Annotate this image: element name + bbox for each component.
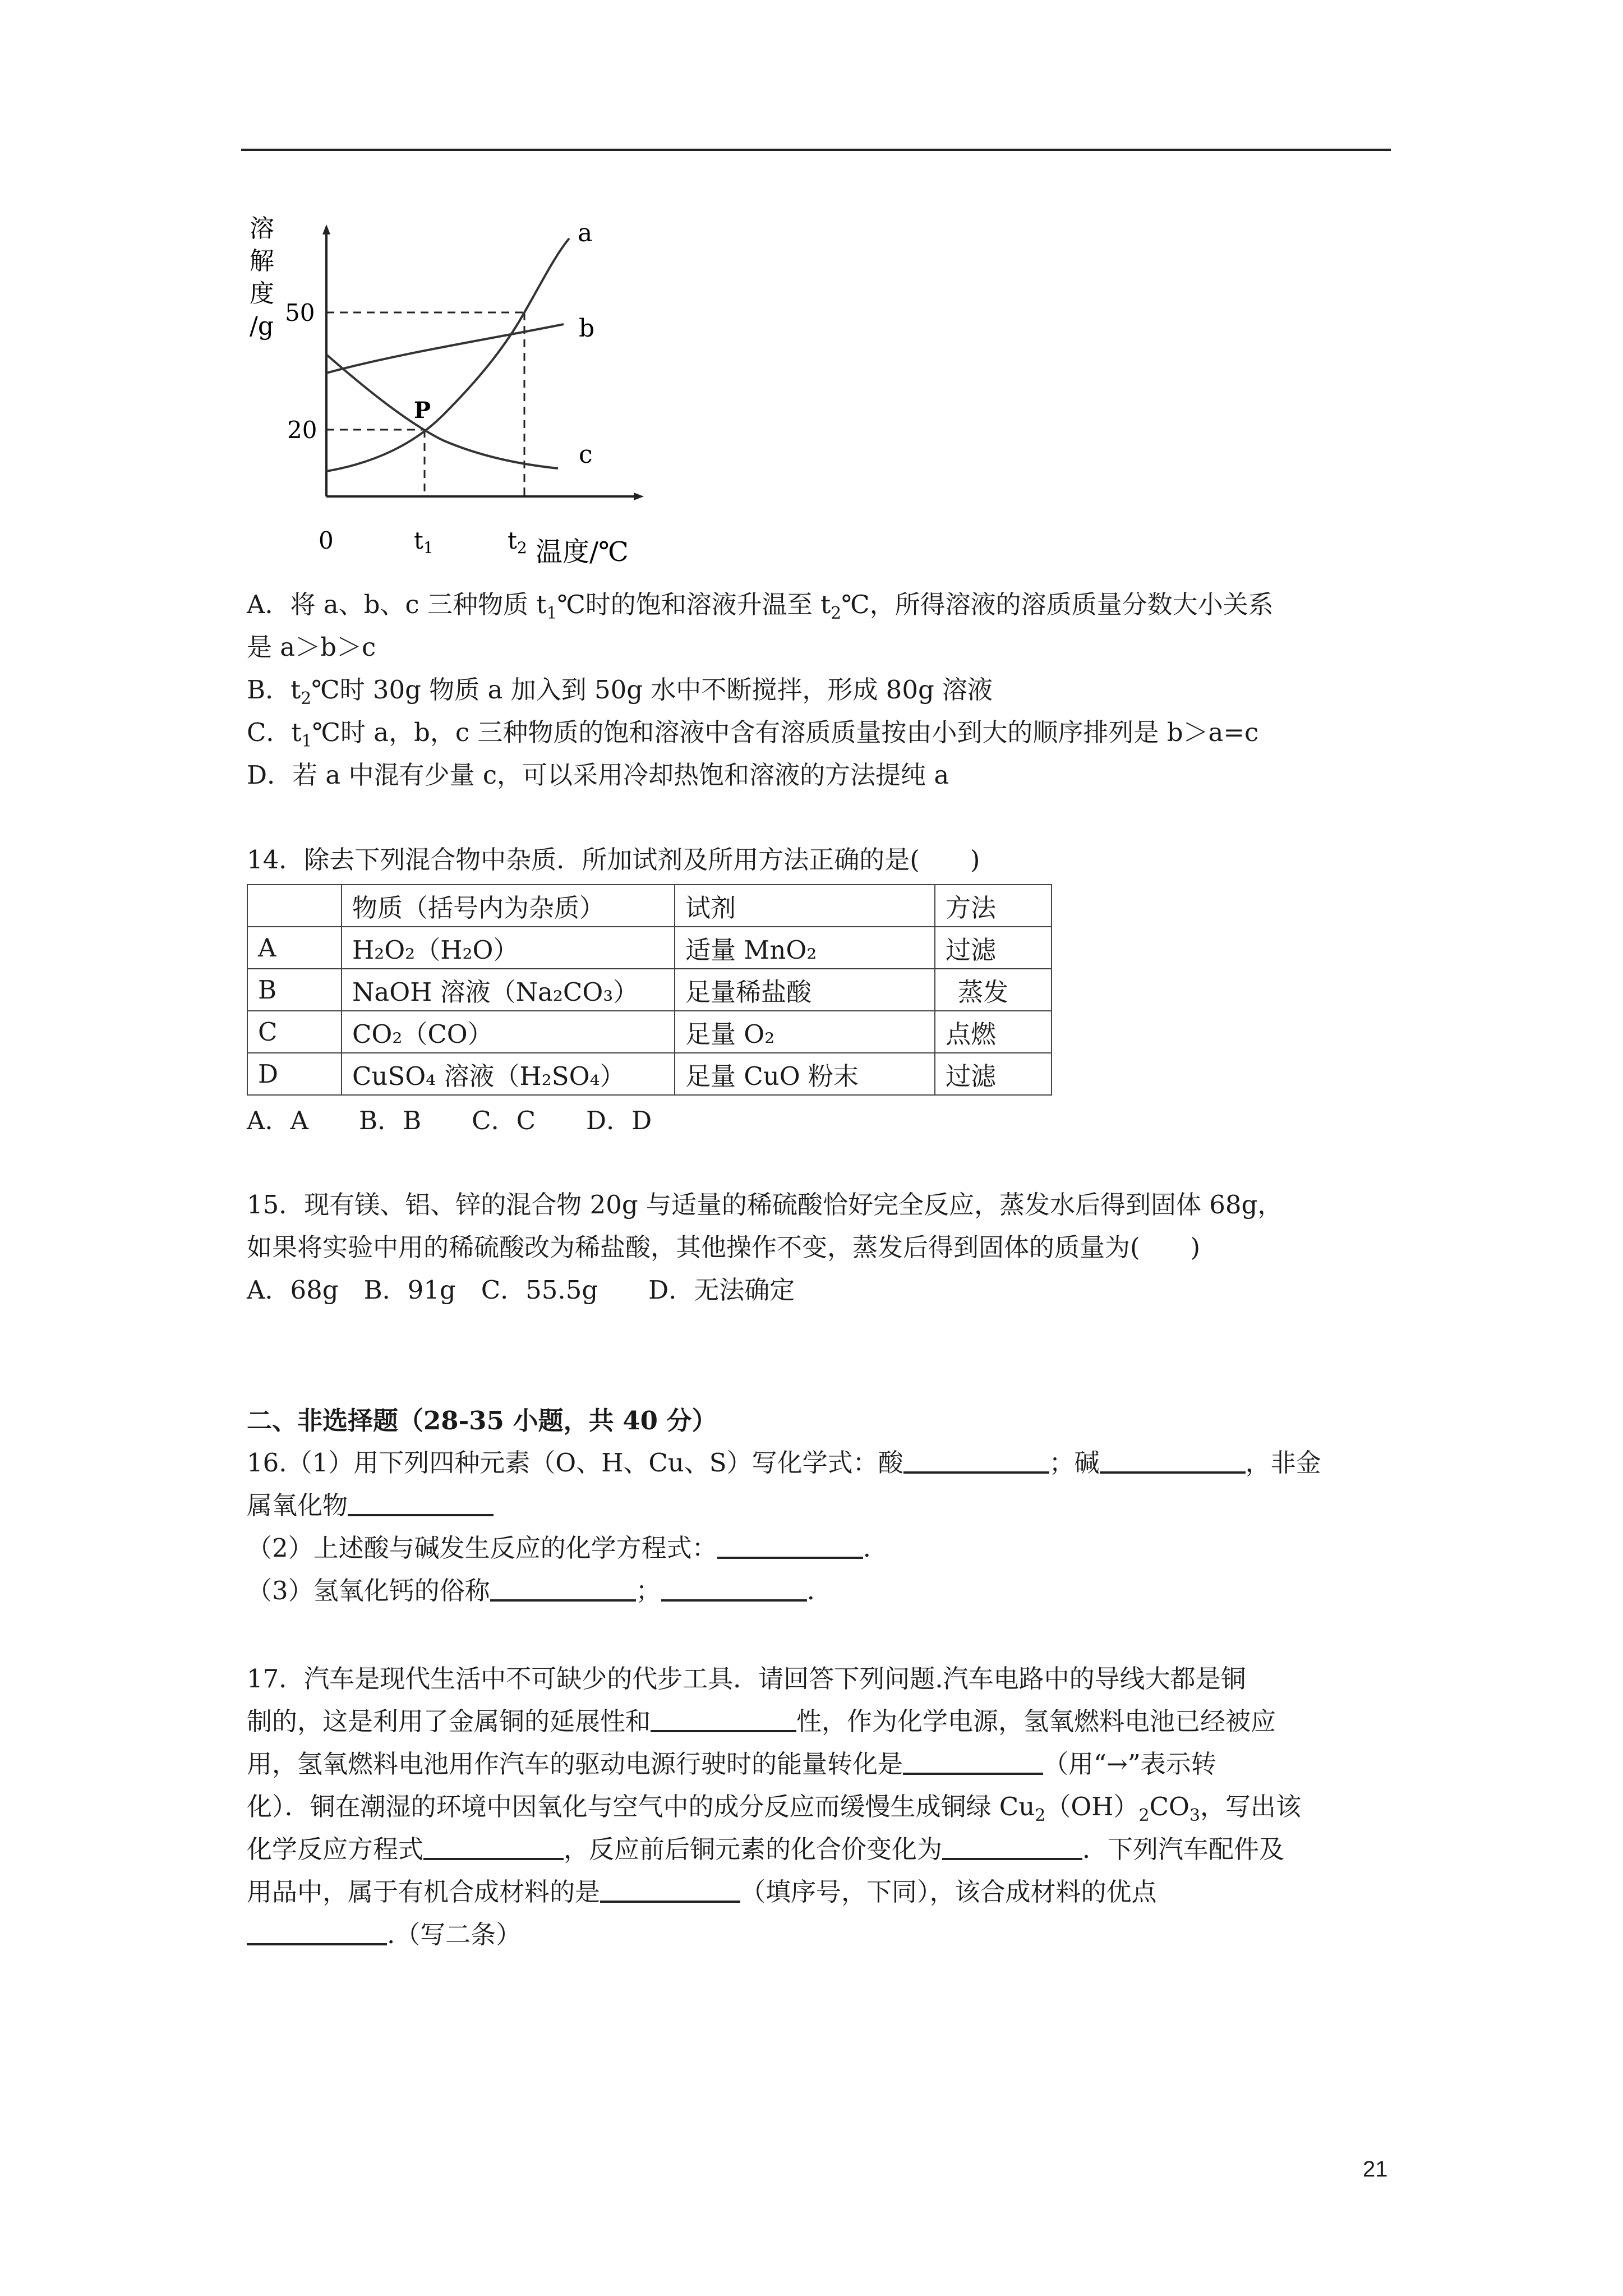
x-axis-label: 温度/℃	[536, 536, 629, 568]
q14-table	[247, 884, 1052, 1096]
table-row	[247, 927, 1052, 969]
curve-a	[326, 238, 569, 471]
point-p-label: P	[414, 397, 431, 424]
table-cell: 足量 O₂	[675, 1011, 935, 1053]
q15-options: A．68g B．91g C．55.5g D．无法确定	[247, 1275, 795, 1305]
answer-blank[interactable]	[717, 1532, 863, 1559]
answer-blank[interactable]	[903, 1748, 1043, 1775]
answer-blank[interactable]	[651, 1705, 796, 1732]
table-cell: 过滤	[935, 927, 1052, 969]
q16-line3: （2）上述酸与碱发生反应的化学方程式： .	[247, 1533, 871, 1563]
q17-line3: 用，氢氧燃料电池用作汽车的驱动电源行驶时的能量转化是 （用“→”表示转	[247, 1749, 1216, 1779]
section2	[247, 1400, 717, 1442]
q17-line2: 制的，这是利用了金属铜的延展性和 性，作为化学电源，氢氧燃料电池已经被应	[247, 1706, 1276, 1736]
q14-options-text: A．A B．B C．C D．D	[247, 1106, 652, 1135]
page-number: 21	[1363, 2157, 1388, 2182]
series-label-b: b	[579, 314, 595, 343]
q15-line1: 15．现有镁、铝、锌的混合物 20g 与适量的稀硫酸恰好完全反应，蒸发水后得到固体 68g，	[247, 1190, 1283, 1220]
y-tick-20: 20	[287, 416, 317, 444]
q16	[247, 1442, 1321, 1612]
answer-blank[interactable]	[490, 1575, 636, 1602]
q17-line7: .（写二条）	[247, 1913, 1301, 1956]
table-row	[247, 1053, 1052, 1095]
q17-line4: 化）．铜在潮湿的环境中因氧化与空气中的成分反应而缓慢生成铜绿 $Cu_2(OH)_2CO_3$，写出该	[247, 1792, 1301, 1825]
q15-line2: 如果将实验中用的稀硫酸改为稀盐酸，其他操作不变，蒸发后得到固体的质量为( )	[247, 1232, 1201, 1262]
y-label-char-3: 度	[250, 279, 274, 308]
q16-line4: （3）氢氧化钙的俗称 ； .	[247, 1576, 815, 1605]
answer-blank[interactable]	[423, 1833, 564, 1860]
q13-option-d: D．若 a 中混有少量 c，可以采用冷却热饱和溶液的方法提纯 a	[247, 760, 949, 790]
q13-option-c: C．$t_1℃$时 a，b，c 三种物质的饱和溶液中含有溶质质量按由小到大的顺序排列是 b＞a=c	[247, 717, 1259, 751]
curve-c	[326, 355, 558, 468]
table-header-cell: 试剂	[675, 885, 935, 927]
q14-stem	[247, 839, 980, 881]
table-cell: A	[247, 927, 342, 969]
y-tick-50: 50	[285, 299, 315, 326]
series-label-c: c	[579, 440, 593, 469]
table-cell: 足量 CuO 粉末	[675, 1053, 935, 1095]
table-cell: 足量稀盐酸	[675, 969, 935, 1011]
table-cell: CuSO₄ 溶液（H₂SO₄）	[342, 1053, 675, 1095]
q16-line2: 属氧化物	[247, 1484, 1321, 1527]
q17-line5: 化学反应方程式 ，反应前后铜元素的化合价变化为 ．下列汽车配件及	[247, 1834, 1285, 1864]
q16-line1: 16.（1）用下列四种元素（O、H、Cu、S）写化学式：酸 ；碱 ，非金	[247, 1448, 1321, 1478]
y-label-char-1: 溶	[250, 214, 274, 243]
table-row	[247, 1011, 1052, 1053]
y-label-char-2: 解	[250, 247, 274, 275]
answer-blank[interactable]	[600, 1876, 740, 1903]
answer-blank[interactable]	[1100, 1447, 1246, 1474]
q13-option-a-line2: 是 a＞b＞c	[247, 632, 376, 662]
q17-line6: 用品中，属于有机合成材料的是 （填序号，下同），该合成材料的优点	[247, 1877, 1157, 1907]
table-header-cell	[247, 885, 342, 927]
table-cell: CO₂（CO）	[342, 1011, 675, 1053]
table-row	[247, 969, 1052, 1011]
answer-blank[interactable]	[661, 1575, 807, 1602]
q17	[247, 1658, 1301, 1956]
answer-blank[interactable]	[942, 1833, 1082, 1860]
q13-options	[247, 583, 1274, 797]
origin-label: 0	[319, 527, 334, 554]
table-cell: 适量 MnO₂	[675, 927, 935, 969]
curve-b	[326, 324, 564, 373]
q13-option-a-line1: A．将 a、b、c 三种物质 $t_1℃$时的饱和溶液升温至 $t_2℃$，所得溶液的溶质质量分数大小关系	[247, 590, 1274, 623]
answer-blank[interactable]	[247, 1918, 387, 1945]
table-header-row	[247, 885, 1052, 927]
q14-options	[247, 1099, 652, 1142]
table-cell: 过滤	[935, 1053, 1052, 1095]
y-label-char-4: /g	[250, 312, 274, 341]
q17-line1: 17．汽车是现代生活中不可缺少的代步工具．请回答下列问题.汽车电路中的导线大都是铜	[247, 1664, 1246, 1694]
table-cell: C	[247, 1011, 342, 1053]
answer-blank[interactable]	[348, 1489, 494, 1516]
table-header-cell: 物质（括号内为杂质）	[342, 885, 675, 927]
section2-title: 二、非选择题（28-35 小题，共 40 分）	[247, 1406, 717, 1435]
table-cell: 点燃	[935, 1011, 1052, 1053]
q13-option-b: B．$t_2℃$时 30g 物质 a 加入到 50g 水中不断搅拌，形成 80g 溶液	[247, 675, 993, 708]
table-cell: NaOH 溶液（Na₂CO₃）	[342, 969, 675, 1011]
series-label-a: a	[578, 219, 593, 247]
table-header-cell: 方法	[935, 885, 1052, 927]
table-cell: D	[247, 1053, 342, 1095]
solubility-chart	[236, 202, 684, 572]
table-cell: 蒸发	[935, 969, 1052, 1011]
header-rule	[241, 149, 1391, 151]
x-tick-t2: t2	[508, 527, 527, 557]
q15	[247, 1184, 1283, 1312]
answer-blank[interactable]	[903, 1447, 1049, 1474]
q14-stem-text: 14．除去下列混合物中杂质．所加试剂及所用方法正确的是( )	[247, 845, 980, 875]
table-cell: H₂O₂（H₂O）	[342, 927, 675, 969]
table-cell: B	[247, 969, 342, 1011]
x-tick-t1: t1	[414, 527, 434, 557]
